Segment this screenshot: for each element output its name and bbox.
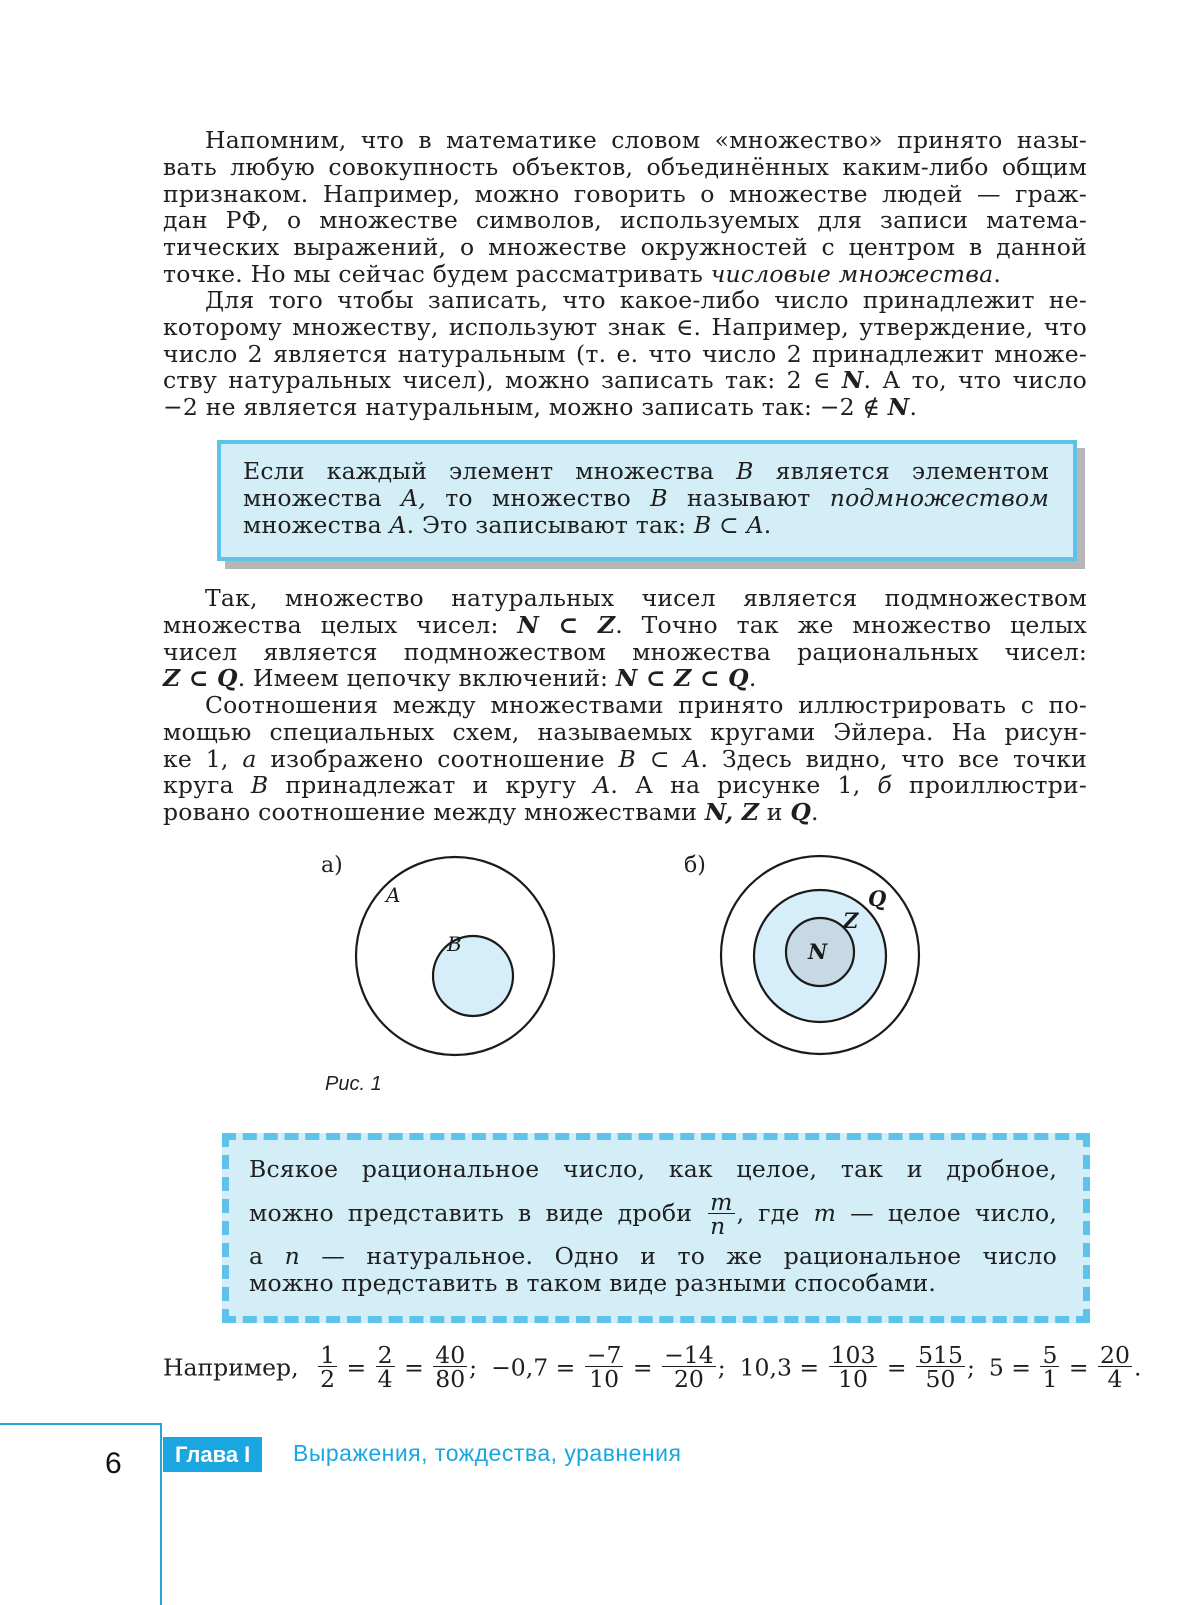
- euler-diagram-a: [356, 857, 554, 1055]
- label-Z: Z: [843, 908, 859, 933]
- text: проиллюстри-: [891, 771, 1087, 800]
- chapter-tag: Глава I: [163, 1437, 262, 1472]
- text: , где: [736, 1199, 814, 1227]
- punctuation: ;: [966, 1353, 975, 1382]
- theorem-box: [222, 1133, 1090, 1323]
- fraction-numerator: −14: [664, 1341, 714, 1369]
- label-Q: Q: [868, 886, 887, 911]
- fraction-denominator: 10: [585, 1366, 624, 1391]
- fraction-denominator: 4: [1098, 1366, 1132, 1391]
- fraction: [916, 1341, 965, 1393]
- text: точке. Но мы сейчас будем рассматривать: [163, 259, 711, 288]
- fraction: [662, 1341, 716, 1393]
- equals-sign: =: [396, 1353, 432, 1382]
- text: −2 не является натуральным, можно записать так: −2 ∉: [163, 393, 888, 422]
- text-line: тических выражений, о множестве окружностей с центром в данной: [163, 233, 1087, 262]
- circle-B: [433, 936, 513, 1016]
- text: то множество: [425, 483, 651, 512]
- text: .: [993, 259, 1002, 288]
- text: множества целых чисел:: [163, 610, 518, 639]
- fraction-numerator: 1: [320, 1341, 336, 1369]
- fraction-denominator: 80: [435, 1365, 466, 1393]
- theorem-text: [249, 1156, 1057, 1297]
- fraction-numerator: 103: [830, 1341, 876, 1369]
- math-var: m: [813, 1199, 837, 1227]
- fraction-numerator: 515: [918, 1341, 963, 1369]
- text: — целое число,: [836, 1199, 1057, 1227]
- fraction-numerator: 2: [377, 1341, 393, 1369]
- text-line: можно представить в таком виде разными способами.: [249, 1269, 937, 1297]
- example-value: 5: [988, 1353, 1004, 1382]
- page-number: 6: [105, 1447, 122, 1480]
- math-formula: B ⊂ A: [693, 510, 764, 539]
- text: ке 1,: [163, 744, 243, 773]
- punctuation: ;: [469, 1353, 478, 1382]
- label-B: B: [447, 932, 462, 956]
- math-var: B: [250, 771, 269, 800]
- equals-sign: =: [1003, 1353, 1039, 1382]
- figure-panel-a-label: а): [321, 853, 343, 878]
- equals-sign: =: [625, 1353, 661, 1382]
- fraction-denominator: 10: [829, 1366, 878, 1391]
- text-line: Всякое рациональное число, как целое, так и дробное,: [249, 1155, 1057, 1183]
- math-formula: N, Z: [704, 798, 760, 827]
- chapter-title: Выражения, тождества, уравнения: [293, 1440, 682, 1466]
- text: множества: [243, 483, 402, 512]
- example-group: [316, 1341, 478, 1393]
- text-line: [249, 1183, 1057, 1243]
- fraction-numerator: 20: [1100, 1341, 1130, 1369]
- examples-label: Например,: [163, 1353, 299, 1382]
- math-formula: B ⊂ A: [618, 744, 701, 773]
- text: круга: [163, 771, 251, 800]
- equals-sign: =: [339, 1353, 374, 1382]
- example-value: −0,7: [491, 1353, 549, 1382]
- text: . А на рисунке 1,: [610, 771, 878, 800]
- punctuation: ;: [717, 1353, 726, 1382]
- text-line: вать любую совокупность объектов, объединённых каким-либо общим: [163, 152, 1087, 181]
- text: . Имеем цепочку включений:: [237, 664, 616, 693]
- text-line: чисел является подмножеством множества рациональных чисел:: [163, 637, 1087, 666]
- math-formula: N ⊂ Z: [517, 610, 616, 639]
- fraction-denominator: 50: [916, 1366, 965, 1391]
- example-value: 10,3: [739, 1353, 792, 1382]
- set-symbol: N: [841, 366, 864, 395]
- fraction: [1040, 1341, 1059, 1393]
- fraction: [829, 1341, 878, 1393]
- text-line: [249, 1243, 1057, 1270]
- text: ровано соотношение между множествами: [163, 798, 705, 827]
- fraction-denominator: n: [708, 1213, 734, 1238]
- figure-caption: Рис. 1: [325, 1073, 382, 1095]
- fraction: [376, 1341, 395, 1393]
- text: — натуральное. Одно и то же рациональное число: [299, 1242, 1057, 1270]
- text: а: [249, 1242, 285, 1270]
- text: называют: [667, 483, 830, 512]
- text: изображено соотношение: [256, 744, 619, 773]
- math-formula: N ⊂ Z ⊂ Q: [615, 664, 749, 693]
- text-line: число 2 является натуральным (т. е. что число 2 принадлежит множе-: [163, 339, 1087, 368]
- page-corner-frame: [0, 1423, 162, 1605]
- text-line: Соотношения между множествами принято иллюстрировать с по-: [205, 691, 1087, 719]
- text: можно представить в виде дроби: [249, 1199, 707, 1227]
- math-formula: Z ⊂ Q: [163, 664, 238, 693]
- text: . Точно так же множество целых: [615, 610, 1087, 639]
- fraction: [1098, 1341, 1132, 1393]
- text: .: [763, 510, 772, 539]
- text-line: которому множеству, используют знак ∈. Например, утверждение, что: [163, 312, 1087, 341]
- text-line: Так, множество натуральных чисел является подмножеством: [205, 584, 1087, 612]
- label-A: A: [386, 883, 401, 907]
- text: .: [748, 664, 757, 693]
- fraction-denominator: 20: [662, 1366, 716, 1391]
- fraction: [708, 1188, 734, 1240]
- fraction-examples: [163, 1341, 1142, 1393]
- fraction-numerator: −7: [586, 1341, 622, 1369]
- text: и: [759, 798, 791, 827]
- math-var: n: [284, 1242, 300, 1270]
- equals-sign: =: [791, 1353, 827, 1382]
- text: . А то, что число: [863, 366, 1087, 395]
- text: . Здесь видно, что все точки: [700, 744, 1088, 773]
- fraction: [318, 1341, 337, 1393]
- fraction: [585, 1341, 624, 1393]
- text: .: [909, 393, 918, 422]
- fraction-numerator: 5: [1042, 1341, 1058, 1369]
- fraction-numerator: 40: [435, 1341, 466, 1369]
- figure-panel-b-label: б): [684, 853, 706, 878]
- example-group: [491, 1341, 726, 1393]
- text: является элементом: [753, 457, 1050, 485]
- set-symbol: N: [887, 393, 910, 422]
- equals-sign: =: [879, 1353, 915, 1382]
- text: принадлежат и кругу: [268, 771, 594, 800]
- figure-ref: б: [877, 771, 892, 800]
- figure-ref: а: [242, 744, 257, 773]
- fraction-denominator: 2: [320, 1365, 336, 1393]
- equals-sign: =: [1061, 1353, 1097, 1382]
- text: множества: [243, 510, 390, 539]
- math-var: A: [593, 771, 611, 800]
- example-group: [988, 1341, 1142, 1393]
- emphasis-term: числовые множества: [710, 259, 994, 288]
- punctuation: .: [1133, 1353, 1142, 1382]
- label-N: N: [808, 939, 828, 964]
- math-formula: Q: [790, 798, 812, 827]
- text-line: признаком. Например, можно говорить о множестве людей — граж-: [163, 179, 1087, 208]
- fraction-numerator: m: [710, 1188, 733, 1216]
- text-line: Для того чтобы записать, что какое-либо число принадлежит не-: [205, 286, 1087, 314]
- math-var: A,: [401, 483, 426, 512]
- text-line: Напомним, что в математике словом «множество» принято назы-: [205, 126, 1087, 154]
- euler-diagram-b: [721, 856, 919, 1054]
- text-line: дан РФ, о множестве символов, используемых для записи матема-: [163, 206, 1087, 235]
- text-line: мощью специальных схем, называемых кругами Эйлера. На рисун-: [163, 717, 1087, 746]
- text: .: [811, 798, 819, 827]
- equals-sign: =: [548, 1353, 583, 1382]
- math-var: A: [389, 510, 407, 539]
- math-var: B: [736, 457, 754, 485]
- fraction-denominator: 1: [1042, 1365, 1058, 1393]
- fraction: [433, 1341, 467, 1393]
- text: . Это записывают так:: [406, 510, 694, 539]
- text: ству натуральных чисел), можно записать так: 2 ∈: [163, 366, 842, 395]
- text: Если каждый элемент множества: [243, 457, 737, 485]
- defined-term: подмножеством: [829, 483, 1050, 512]
- example-group: [739, 1341, 975, 1393]
- fraction-denominator: 4: [377, 1365, 393, 1393]
- math-var: B: [650, 483, 668, 512]
